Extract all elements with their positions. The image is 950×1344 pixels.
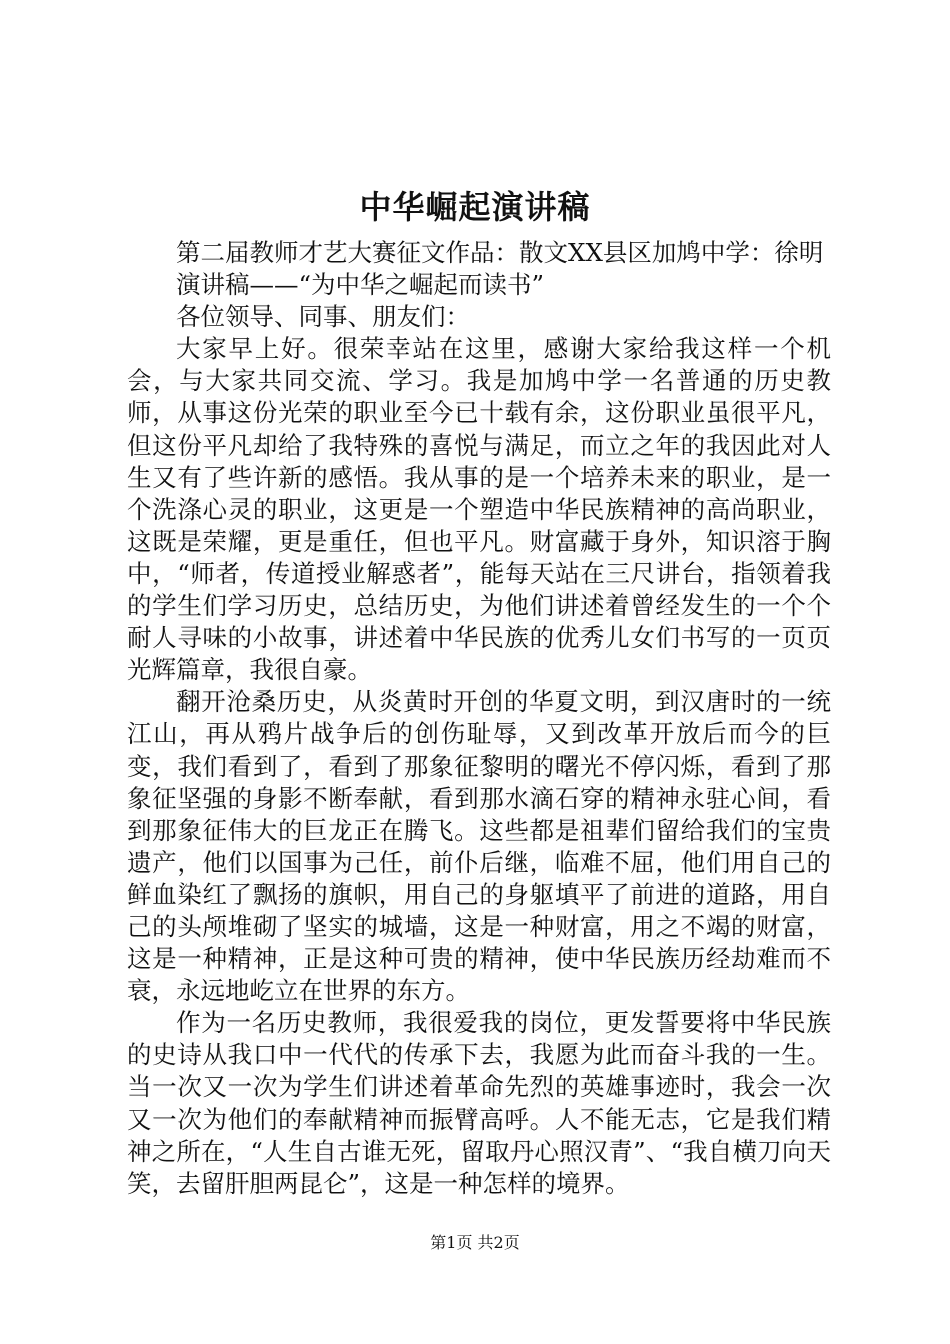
document-body — [127, 237, 831, 1200]
paragraph-author-line: 第二届教师才艺大赛征文作品：散文XX县区加鸠中学：徐明 — [176, 238, 824, 267]
paragraph-body-3: 作为一名历史教师，我很爱我的岗位，更发誓要将中华民族的史诗从我口中一代代的传承下去，我愿为此而奋斗我的一生。当一次又一次为学生们讲述着革命先烈的英雄事迹时，我会一次又一次为他们的奉献精神而振臂高呼。人不能无志，它是我们精神之所在，“人生自古谁无死，留取丹心照汉青”、“我自横刀向天笑，去留肝胆两昆仑”，这是一种怎样的境界。 — [127, 1008, 831, 1198]
page-number-footer: 第1页 共2页 — [430, 1233, 520, 1252]
paragraph-body-2: 翻开沧桑历史，从炎黄时开创的华夏文明，到汉唐时的一统江山，再从鸦片战争后的创伤耻辱，又到改革开放后而今的巨变，我们看到了，看到了那象征黎明的曙光不停闪烁，看到了那象征坚强的身影不断奉献，看到那水滴石穿的精神永驻心间，看到那象征伟大的巨龙正在腾飞。这些都是祖辈们留给我们的宝贵遗产，他们以国事为己任，前仆后继，临难不屈，他们用自己的鲜血染红了飘扬的旗帜，用自己的身躯填平了前进的道路，用自己的头颅堆砌了坚实的城墙，这是一种财富，用之不竭的财富，这是一种精神，正是这种可贵的精神，使中华民族历经劫难而不衰，永远地屹立在世界的东方。 — [127, 687, 831, 1006]
paragraph-body-1: 大家早上好。很荣幸站在这里，感谢大家给我这样一个机会，与大家共同交流、学习。我是加鸠中学一名普通的历史教师，从事这份光荣的职业至今已十载有余，这份职业虽很平凡，但这份平凡却给了我特殊的喜悦与满足，而立之年的我因此对人生又有了些许新的感悟。我从事的是一个培养未来的职业，是一个洗涤心灵的职业，这更是一个塑造中华民族精神的高尚职业，这既是荣耀，更是重任，但也平凡。财富藏于身外，知识溶于胸中，“师者，传道授业解惑者”，能每天站在三尺讲台，指领着我的学生们学习历史，总结历史，为他们讲述着曾经发生的一个个耐人寻味的小故事，讲述着中华民族的优秀儿女们书写的一页页光辉篇章，我很自豪。 — [127, 334, 831, 685]
paragraph-greeting: 各位领导、同事、朋友们： — [176, 302, 470, 332]
paragraph-subtitle: 演讲稿——“为中华之崛起而读书” — [176, 270, 545, 300]
document-title: 中华崛起演讲稿 — [359, 188, 591, 226]
